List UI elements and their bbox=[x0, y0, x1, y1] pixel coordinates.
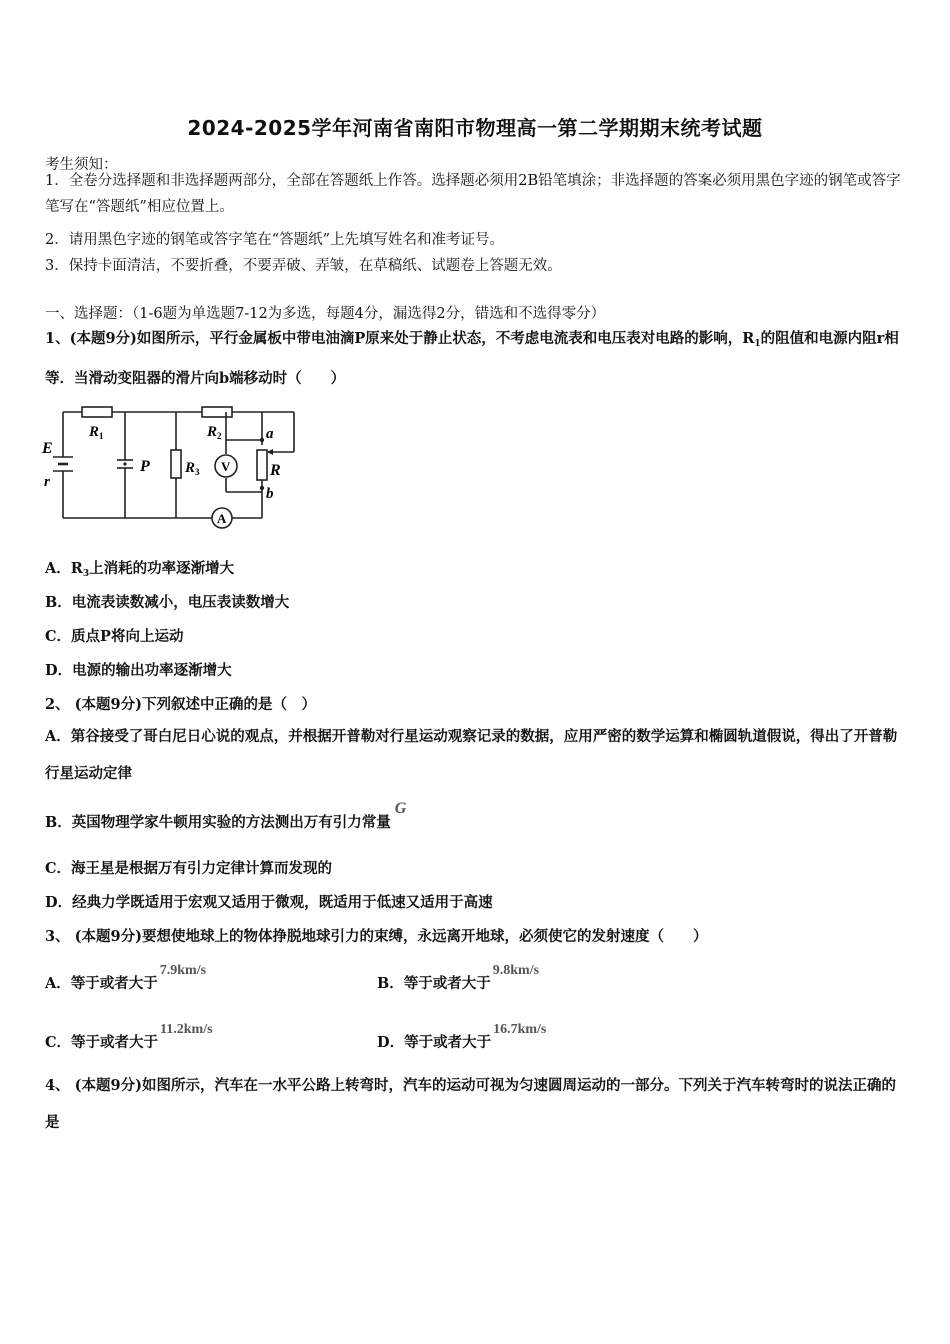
q2-option-c[interactable]: C．海王星是根据万有引力定律计算而发现的 bbox=[45, 860, 333, 877]
q1-option-c[interactable]: C．质点P将向上运动 bbox=[45, 628, 184, 645]
q1-option-a-text: A．R bbox=[45, 560, 83, 577]
q3-option-c[interactable] bbox=[45, 1022, 213, 1052]
q1-option-b[interactable]: B．电流表读数减小，电压表读数增大 bbox=[45, 594, 290, 611]
label-E: E bbox=[42, 440, 53, 457]
q1-option-a-rest: 上消耗的功率逐渐增大 bbox=[89, 560, 235, 577]
label-R3-main: R bbox=[185, 460, 196, 476]
q3-option-c-text: C．等于或者大于 bbox=[45, 1034, 159, 1051]
q2-stem: 2、 (本题9分)下列叙述中正确的是（ ） bbox=[45, 696, 316, 713]
q2-option-d[interactable]: D．经典力学既适用于宏观又适用于微观，既适用于低速又适用于高速 bbox=[45, 894, 493, 911]
label-V: V bbox=[221, 459, 231, 474]
q1-option-d[interactable]: D．电源的输出功率逐渐增大 bbox=[45, 662, 232, 679]
circuit-diagram bbox=[40, 400, 310, 540]
label-R: R bbox=[270, 462, 281, 479]
q2-option-b-symbol: G bbox=[394, 800, 407, 817]
q3-option-b-value: 9.8km/s bbox=[492, 963, 540, 978]
q4-stem: 4、 (本题9分)如图所示，汽车在一水平公路上转弯时，汽车的运动可视为匀速圆周运动的一部分。下列关于汽车转弯时的说法正确的是 bbox=[45, 1077, 896, 1131]
q3-option-d-text: D．等于或者大于 bbox=[377, 1034, 492, 1051]
q3-option-c-value: 11.2km/s bbox=[160, 1022, 213, 1037]
q3-option-b-text: B．等于或者大于 bbox=[377, 975, 491, 992]
label-r: r bbox=[44, 474, 50, 490]
q3-option-a[interactable] bbox=[45, 963, 207, 993]
q3-stem: 3、 (本题9分)要想使地球上的物体挣脱地球引力的束缚，永远离开地球，必须使它的发射速度（ ） bbox=[45, 928, 708, 945]
q1-option-a[interactable] bbox=[45, 557, 234, 578]
page-title: 2024-2025学年河南省南阳市物理高一第二学期期末统考试题 bbox=[187, 116, 763, 140]
q1-stem-a: 1、(本题9分)如图所示，平行金属板中带电油滴P原来处于静止状态，不考虑电流表和电压表对电路的影响，R bbox=[45, 330, 755, 347]
label-R1-sub: 1 bbox=[99, 431, 104, 441]
notice-heading: 考生须知： bbox=[45, 157, 118, 173]
label-P: P bbox=[140, 458, 150, 475]
label-a: a bbox=[266, 426, 274, 442]
q1-stem bbox=[45, 320, 907, 398]
q3-option-d[interactable] bbox=[377, 1022, 547, 1052]
q2-option-b-text: B．英国物理学家牛顿用实验的方法测出万有引力常量 bbox=[45, 814, 391, 831]
label-R1-main: R bbox=[89, 424, 100, 440]
label-R2-sub: 2 bbox=[217, 431, 222, 441]
q2-option-a[interactable]: A．第谷接受了哥白尼日心说的观点，并根据开普勒对行星运动观察记录的数据，应用严密的数学运算和椭圆轨道假说，得出了开普勒行星运动定律 bbox=[45, 728, 898, 782]
q3-option-d-value: 16.7km/s bbox=[493, 1022, 547, 1037]
q3-option-a-text: A．等于或者大于 bbox=[45, 975, 158, 992]
notice-item-3: 3．保持卡面清洁，不要折叠，不要弄破、弄皱，在草稿纸、试题卷上答题无效。 bbox=[45, 258, 562, 274]
label-R2 bbox=[206, 424, 222, 441]
label-R2-main: R bbox=[207, 424, 218, 440]
label-A: A bbox=[217, 511, 227, 526]
label-R1 bbox=[88, 424, 104, 441]
q3-option-a-value: 7.9km/s bbox=[159, 963, 207, 978]
notice-item-1: 1．全卷分选择题和非选择题两部分，全部在答题纸上作答。选择题必须用2B铅笔填涂；非选择题的答案必须用黑色字迹的钢笔或答字笔写在“答题纸”相应位置上。 bbox=[45, 173, 901, 215]
q1-option-a-sub: 3 bbox=[82, 569, 90, 579]
q1-stem-b: 的阻值和电源内阻r相等．当滑动变阻器的滑片向b端移动时（ ） bbox=[45, 330, 899, 387]
section-heading: 一、选择题：（1-6题为单选题7-12为多选，每题4分，漏选得2分，错选和不选得零分） bbox=[45, 306, 606, 322]
notice-item-2: 2．请用黑色字迹的钢笔或答字笔在“答题纸”上先填写姓名和准考证号。 bbox=[45, 232, 505, 248]
q1-stem-sub: 1 bbox=[754, 339, 761, 349]
q3-option-b[interactable] bbox=[377, 963, 540, 993]
label-R3-sub: 3 bbox=[195, 467, 200, 477]
q2-option-b[interactable] bbox=[45, 800, 407, 832]
label-R3 bbox=[184, 460, 200, 477]
label-b: b bbox=[266, 486, 274, 502]
